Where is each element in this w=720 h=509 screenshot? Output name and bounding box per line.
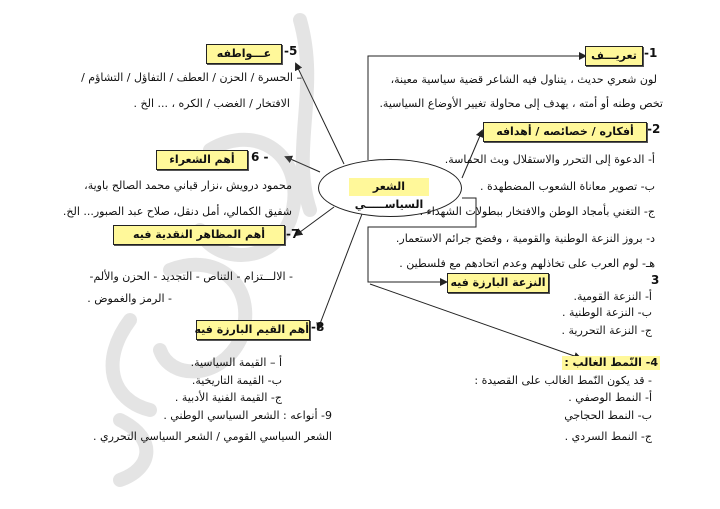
critical-line-1: - الالـــتزام - التناص - التجديد - الحزن والألم-	[89, 270, 293, 283]
definition-title: تعريـــف	[585, 46, 643, 66]
line-critical	[296, 207, 334, 235]
definition-line-1: لون شعري حديث ، يتناول فيه الشاعر قضية سياسية معينة،	[390, 73, 657, 86]
tendency-number: 3	[651, 273, 660, 287]
style-title: 4- النّمط الغالب :	[564, 356, 658, 369]
emotions-number: -5	[284, 44, 298, 58]
ideas-number: -2	[647, 122, 661, 136]
line-style	[370, 284, 580, 358]
ideas-line-4: د- بروز النزعة الوطنية والقومية ، وفضح جرائم الاستعمار.	[395, 232, 655, 245]
ideas-title: أفكاره / خصائصه / أهدافه	[483, 122, 647, 142]
style-line-1: - قد يكون النّمط الغالب على القصيدة :	[474, 374, 652, 387]
style-line-4: ج- النمط السردي .	[564, 430, 652, 443]
definition-line-2: تخص وطنه أو أمته ، يهدف إلى محاولة تغيير الأوضاع السياسية.	[379, 97, 663, 110]
tendency-line-2: ب- النزعة الوطنية .	[562, 306, 652, 319]
values-number: -8	[311, 320, 325, 334]
types-title: 9- أنواعه : الشعر السياسي الوطني .	[163, 409, 332, 422]
values-line-2: ب- القيمة التاريخية.	[191, 374, 282, 387]
emotions-line-1: – الحسرة / الحزن / العطف / التفاؤل / التشاؤم /	[81, 71, 302, 84]
poets-line-1: محمود درويش ،نزار قباني محمد الصالح باوية،	[84, 179, 292, 192]
poets-line-2: شفيق الكمالي، أمل دنقل، صلاح عبد الصبور... الخ.	[62, 205, 292, 218]
emotions-title: عـــواطفه	[206, 44, 282, 64]
poets-number: 6 -	[251, 150, 269, 164]
line-poets	[286, 157, 320, 172]
tendency-title: النزعة البارزة فيه	[447, 273, 549, 293]
ideas-line-2: ب- تصوير معاناة الشعوب المضطهدة .	[480, 180, 655, 193]
line-values	[318, 214, 362, 329]
definition-number: -1	[644, 46, 658, 60]
critical-line-2: - الرمز والغموض .	[87, 292, 172, 305]
values-line-1: أ – القيمة السياسية.	[190, 356, 282, 369]
ideas-line-1: أ- الدعوة إلى التحرر والاستقلال وبث الحماسة.	[444, 153, 655, 166]
poets-title: أهم الشعراء	[156, 150, 248, 170]
emotions-line-2: الافتخار / الغضب / الكره ، ... الخ .	[133, 97, 290, 110]
style-line-2: أ- النمط الوصفي .	[568, 391, 652, 404]
ideas-line-3: ج- التغني بأمجاد الوطن والافتخار ببطولات الشهداء .	[419, 205, 655, 218]
values-title: أهم القيم البارزة فيه	[196, 320, 310, 340]
tendency-line-3: ج- النزعة التحررية .	[561, 324, 652, 337]
line-emotions	[296, 64, 344, 164]
values-line-3: ج- القيمة الفنية الأدبية .	[174, 391, 282, 404]
types-line-1: الشعر السياسي القومي / الشعر السياسي التحرري .	[93, 430, 332, 443]
ideas-line-5: هـ- لوم العرب على تخاذلهم وعدم اتحادهم مع فلسطين .	[399, 257, 655, 270]
critical-title: أهم المظاهر النقدية فيه	[113, 225, 285, 245]
center-label: الشعر السياســـــي	[349, 178, 429, 196]
tendency-line-1: أ- النزعة القومية.	[573, 290, 652, 303]
critical-number: -7	[286, 227, 300, 241]
style-line-3: ب- النمط الحجاجي	[564, 409, 652, 422]
